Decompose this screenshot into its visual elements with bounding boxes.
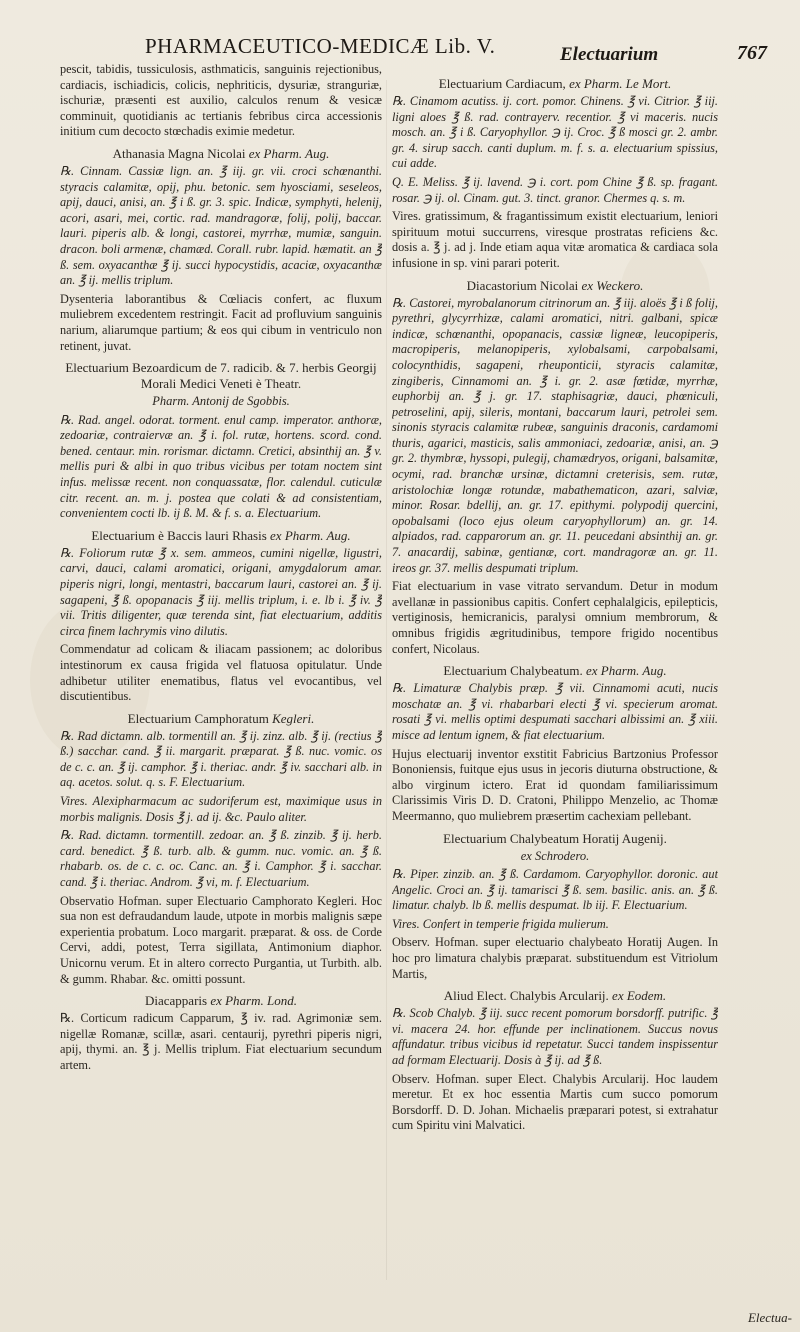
heading-source: ex Pharm. Lond. xyxy=(210,993,297,1009)
recipe-text: ℞. Rad dictamn. alb. tormentill an. ℥ ij. zinz. alb. ℥ ij. (rectius ℥ ß.) sacchar. cand. ℥ ii. margarit. præparat. ℥ ß. nuc. vomic. os de c. c. an. ℥ ij. camphor. ℥ i. theriac. andr. ℥ iv. sacchari alb. in aq. acetos. solut. q. s. F. Electuarium. xyxy=(60,728,382,790)
recipe-heading xyxy=(60,146,382,162)
recipe-text: Vires. Alexipharmacum ac sudoriferum est, maximique usus in morbis malignis. Dosis ℥ j. ad ij. &c. Paulo aliter. xyxy=(60,794,382,824)
recipe-heading xyxy=(60,711,382,727)
recipe-text: ℞. Limaturæ Chalybis præp. ℥ vii. Cinnamomi acuti, nucis moschatæ an. ℥ vi. rhabarbari electi ℥ vi. specierum aromat. rosati ℥ vi. mellis optimi despumati sacchari albissimi an. ℥ xiii. misce ad lentum ignem, & fiat electuarium. xyxy=(392,681,718,742)
heading-subtitle: ex Schrodero. xyxy=(520,848,590,863)
body-paragraph: Vires. gratissimum, & fragantissimum existit electuarium, leniori spirituum motui succurrens, viresque prostratas reficiens &c. dosis a. ℥ j. ad j. Inde etiam aqua vitæ aromatica & cardiaca sola infusione in sp. vini parari poterit. xyxy=(392,209,718,270)
body-paragraph: Observatio Hofman. super Electuario Camphorato Kegleri. Hoc sua non est defraudandum laude, utpote in morbis malignis sæpe experientia probatum. Loco margarit. præparat. & oss. de Corde Cervi, addi, potest, Terra sigillata, Antimonium diaphor. Unicornu verum. Et in altero correcto Purgantia, ut Turbith. alb. & gumm. Rhabar. &c. omitti possunt. xyxy=(60,893,382,986)
recipe-text: ℞. Rad. angel. odorat. torment. enul camp. imperator. anthoræ, zedoariæ, contraiervæ an. ℥ i. fol. rutæ, hortens. scord. cond. bened. centaur. min. rorismar. dictamn. Cretici, absinthij an. ℥ v. mellis puri & albi in quo tribus vicibus per totam noctem sint infus. melissæ recent. non conquassatæ, flor. calendul. cuticulæ citr. recent. an. m. j. postea que colati & ad consistentiam, convenientem cocti lb. ij ß. M. & f. s. a. Electuarium. xyxy=(60,412,382,521)
recipe-text: ℞. Scob Chalyb. ℥ iij. succ recent pomorum borsdorff. putrific. ℥ vi. macera 24. hor. effunde per inclinationem. Succus novus affundatur. tribus vicibus id repetatur. Succi tandem inspissentur ad formam Electuarij. Dosis à ℥ ij. ad ℥ ß. xyxy=(392,1006,718,1067)
heading-title: Electuarium Cardiacum, xyxy=(438,76,566,91)
right-column xyxy=(392,70,718,1320)
recipe-heading xyxy=(60,528,382,544)
heading-source: ex Pharm. Le Mort. xyxy=(569,76,672,91)
heading-source: ex Pharm. Aug. xyxy=(585,663,667,679)
heading-subtitle: Pharm. Antonij de Sgobbis. xyxy=(152,394,290,409)
heading-source: ex Pharm. Aug. xyxy=(270,527,351,543)
recipe-text: Q. E. Meliss. ℥ ij. lavend. ℈ i. cort. pom Chine ℥ ß. sp. fragant. rosar. ℈ ij. ol. Cinam. gut. 3. tinct. granor. Chermes q. s. m. xyxy=(392,174,718,205)
recipe-text: ℞. Cinnam. Cassiæ lign. an. ℥ iij. gr. vii. croci schœnanthi. styracis calamitæ, opij, phu. betonic. sem hyosciami, seseleos, apij, dauci, anisi, an. ℥ i ß. gr. 3. spic. Indicæ, symphyti, helenij, acori, asari, mei, cortic. rad. mandragoræ, folij, polij, baccar. lauri. piperis alb. & longi, castorei, myrrhæ, mumiæ, sanguin. dracon. boli armenæ, chamæd. Corall. rubr. lapid. hæmatit. an ℥ ß. sem. oxyacanthæ ℥ ij. succi hypocystidis, acaciæ, oxyacanthæ an. ℥ ij. mellis triplum. xyxy=(60,163,382,288)
recipe-text: ℞. Cinamom acutiss. ij. cort. pomor. Chinens. ℥ vi. Citrior. ℥ iij. ligni aloes ℥ ß. rad. contrayerv. recentior. ℥ vi maceris. nucis mosch. an. ℥ i ß. Caryophyllor. ℈ ij. Croc. ℥ ß mosci gr. 2. ambr. gr. 4. sirup sacch. canti duplum. m. f. s. a. electuarium spissius, cui adde. xyxy=(392,94,718,171)
recipe-text: Vires. Confert in temperie frigida mulierum. xyxy=(392,916,609,931)
body-paragraph: Observ. Hofman. super Elect. Chalybis Arcularij. Hoc laudem meretur. Et ex hoc essentia Martis cum succo pomorum Borsdorff. D. D. Johan. Michaelis præparari potest, si extrahatur cum Spiritu vini Malvatici. xyxy=(392,1071,718,1133)
recipe-text: ℞. Rad. dictamn. tormentill. zedoar. an. ℥ ß. zinzib. ℥ ij. herb. card. benedict. ℥ ß. turb. alb. & gumm. nuc. vomic. an. ℥ ß. rhabarb. os. de c. c. oc. Canc. an. ℥ i. Camphor. ℥ i. sacchar. cand. ℥ i. theriac. Androm. ℥ vi, m. f. Electuarium. xyxy=(60,828,382,890)
heading-source: Kegleri. xyxy=(272,710,315,726)
body-paragraph: ℞. Corticum radicum Capparum, ℥ iv. rad. Agrimoniæ sem. nigellæ Romanæ, scillæ, asari. centaurij, pyrethri piperis nigri, apij, thymi. an. ℥ j. Mellis triplum. Fiat electuarium secundum artem. xyxy=(60,1011,382,1072)
body-paragraph: Fiat electuarium in vase vitrato servandum. Detur in modum avellanæ in passionibus capitis. Confert cephalalgicis, epilepticis, vertiginosis, hemicranicis, paralysi omnium membrorum, & omnibus frigidis ægritudinibus, tempore frigido nocentibus confert, Nicolaus. xyxy=(392,579,718,656)
heading-source: ex Weckero. xyxy=(581,277,644,293)
heading-title: Electuarium Chalybeatum. xyxy=(443,663,583,679)
heading-title: Electuarium Bezoardicum de 7. radicib. & 7. herbis Georgij Morali Medici Veneti è Theatr. xyxy=(65,360,377,392)
body-paragraph: Dysenteria laborantibus & Cœliacis confert, ac fluxum muliebrem excedentem restringit. Facit ad profluvium sanguinis narium, aliarumque partium; & eos qui cibum in ventriculo non retinent, juvat. xyxy=(60,291,382,353)
heading-title: Diacastorium Nicolai xyxy=(466,277,579,293)
recipe-heading xyxy=(60,360,382,392)
recipe-text: ℞. Foliorum rutæ ℥ x. sem. ammeos, cumini nigellæ, ligustri, carvi, dauci, calami aromatici, origani, amygdalorum amar. piperis nigri, longi, mentastri, baccarum lauri, castorei an. ℥ ij. sagapeni, ℥ ß. opopanacis ℥ iij. mellis triplum, i. e. lb i. ℥ iv. ℥ vii. Tritis diligenter, quæ terenda sint, fiat electuarium, additis circa finem lachrymis vino dilutis. xyxy=(60,545,382,638)
body-paragraph: pescit, tabidis, tussiculosis, asthmaticis, sanguinis rejectionibus, cardiacis, ischiadicis, colicis, nephriticis, dysuriæ, stranguriæ, ischuriæ, præsenti est auxilio, calculos renum & vesicæ comminuit, quotidianis ac tertianis febribus circa accessionis initium cum decocto stœchadis eximie medetur. xyxy=(60,62,382,139)
running-title: PHARMACEUTICO-MEDICÆ Lib. V. xyxy=(145,34,496,58)
catchword: Electua- xyxy=(747,1310,792,1325)
heading-title: Electuarium è Baccis lauri Rhasis xyxy=(91,527,267,543)
recipe-heading xyxy=(60,993,382,1009)
heading-title: Diacapparis xyxy=(144,993,208,1009)
page-number: 767 xyxy=(737,42,767,64)
running-section: Electuarium xyxy=(560,44,659,65)
recipe-heading xyxy=(392,663,718,679)
body-paragraph: Commendatur ad colicam & iliacam passionem; ac doloribus intestinorum ex causa frigida vel flatuosa opitulatur. Unde adhibetur utiliter enematibus, flatus vel evocantibus, vel discutientibus. xyxy=(60,642,382,704)
heading-title: Electuarium Camphoratum xyxy=(127,710,269,726)
heading-title: Aliud Elect. Chalybis Arcularij. xyxy=(443,988,609,1004)
heading-title: Athanasia Magna Nicolai xyxy=(112,145,246,161)
heading-source: ex Eodem. xyxy=(612,988,667,1004)
body-paragraph: Observ. Hofman. super electuario chalybeato Horatij Augen. In hoc pro limatura chalybis præparat. substituendum est Vitriolum Martis, xyxy=(392,935,718,981)
body-paragraph: Hujus electuarij inventor exstitit Fabricius Bartzonius Professor Bononiensis, fuitque ejus usus in jecoris diuturna obstructione, & albo virginum ictero. Erat id quondam familiarissimum Clarissimis Viris D. D. Cratoni, Philippo Menzelio, ac Thomæ Meermanno, quo muliebrem præsertim cachexiam pellebant. xyxy=(392,746,718,823)
recipe-heading xyxy=(392,988,718,1004)
recipe-text: ℞. Piper. zinzib. an. ℥ ß. Cardamom. Caryophyllor. doronic. aut Angelic. Croci an. ℥ ij. tamarisci ℥ ß. sem. basilic. anis. an. ℥ ß. limatur. chalyb. lb ß. mellis despumat. lb iij. F. Electuarium. xyxy=(392,867,718,913)
recipe-heading xyxy=(392,831,718,847)
recipe-text: ℞. Castorei, myrobalanorum citrinorum an. ℥ iij. aloës ℥ i ß folij, pyrethri, glycyrrhizæ, calami aromatici, nitri. galbani, spicæ indicæ, schœnanthi, opopanacis, cassiæ ligneæ, leucopiperis, macropiperis, melanopiperis, xylobalsami, carpobalsami, colocynthidis, sagapeni, rheuponticii, styracis calamitæ, zingiberis, Cinnamomi an. ℥ i. gr. 2. asæ fœtidæ, myrrhæ, euphorbij an. ℥ j. gr. 17. staphisagriæ, dauci, phœniculi, petroselini, apij, sileris, montani, baccarum lauri, petrolei sem. sinonis styracis calamitæ rubeæ, sanguinis draconis, cardamomi thuris, agarici, masticis, salis ammoniaci, zedoariæ, anisi, an. ℈ gr. 2. thymbræ, hyssopi, pulegij, chamædryos, origani, balsamitæ, ocymi, rad. branchæ ursinæ, dictamni creterisis, sem. rutæ, aristolochiæ longæ rotundæ, mabathematicon, azari, salviæ, minor. Rosar. bdellij, an. gr. 17. epithymi. polypodij quercini, opobalsami (loco ejus oleum caryophyllorum) an. gr. 14. alpiados, rad. capparorum an. gr. 11. peucedani absinthij an. gr. 7. anacardij, sabinæ, gentianæ, cort. mandragoræ an. gr. 11. ireos gr. 37. mellis despumati triplum. xyxy=(392,295,718,575)
left-column xyxy=(60,62,382,1312)
recipe-heading xyxy=(392,278,718,294)
heading-source: ex Pharm. Aug. xyxy=(248,145,330,161)
heading-title: Electuarium Chalybeatum Horatij Augenij. xyxy=(443,830,667,846)
column-gutter xyxy=(386,80,387,1280)
recipe-heading xyxy=(392,76,718,92)
